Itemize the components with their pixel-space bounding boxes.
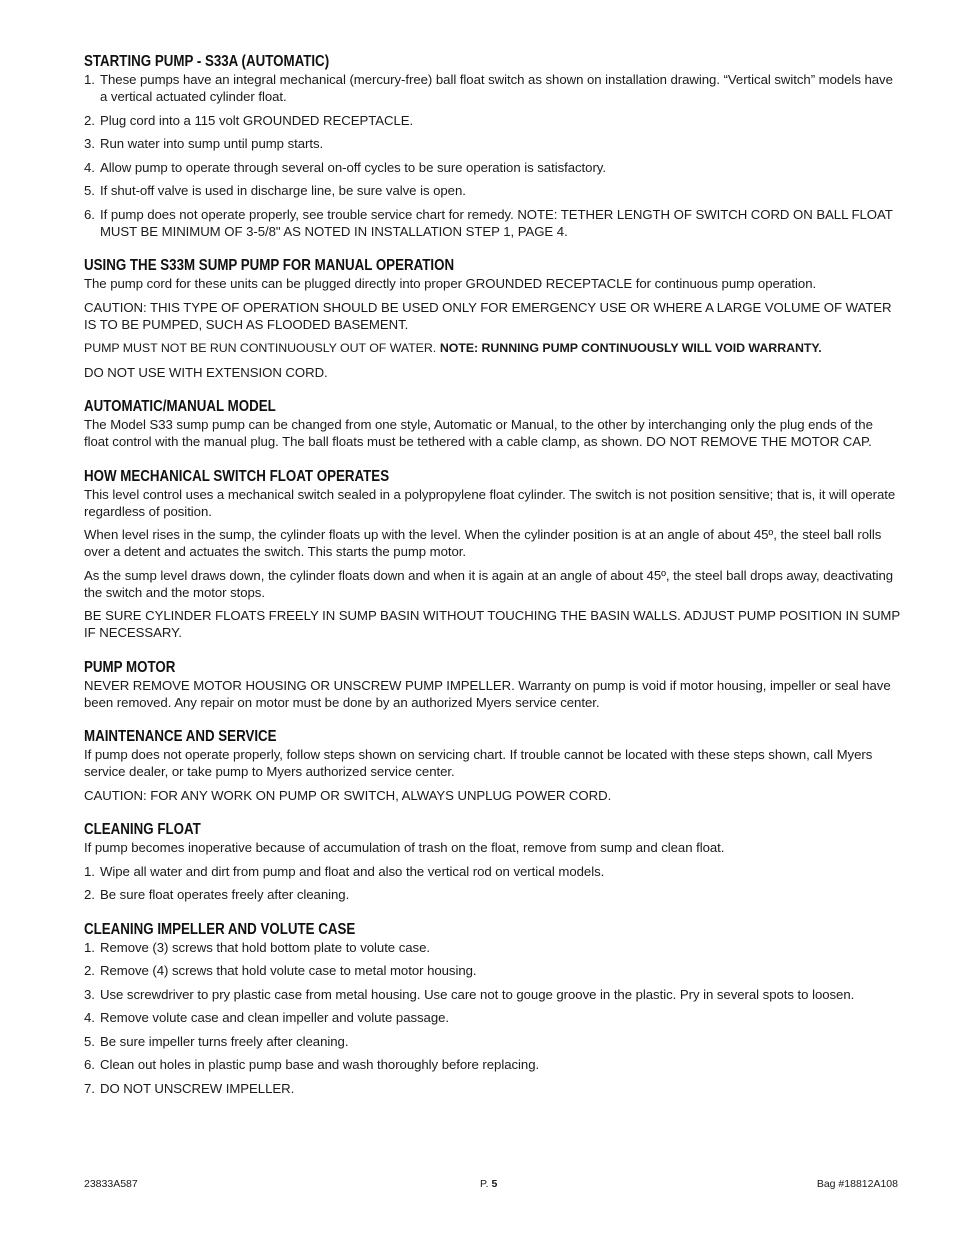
section-heading: USING THE S33M SUMP PUMP FOR MANUAL OPERATION: [84, 257, 455, 274]
paragraph: If pump does not operate properly, follow steps shown on servicing chart. If trouble cannot be located with these steps shown, call Myers service dealer, or take pump to Myers authorized service center.: [84, 747, 873, 779]
section-heading: STARTING PUMP - S33A (AUTOMATIC): [84, 53, 330, 70]
section-heading: HOW MECHANICAL SWITCH FLOAT OPERATES: [84, 467, 390, 485]
list-number: 1.: [84, 72, 95, 87]
section-heading: AUTOMATIC/MANUAL MODEL: [84, 398, 276, 415]
page-number-label: [480, 1177, 497, 1191]
list-item: [84, 1056, 900, 1073]
list-text: These pumps have an integral mechanical (mercury-free) ball float switch as shown on installation drawing. “Vertical switch” models have a vertical actuated cylinder float.: [100, 72, 893, 104]
warning-paragraph: [84, 339, 900, 357]
list-item: [84, 986, 900, 1003]
section-heading: CLEANING FLOAT: [84, 821, 201, 838]
list-number: 2.: [84, 887, 95, 902]
list-number: 1.: [84, 863, 95, 879]
list-text: If shut-off valve is used in discharge line, be sure valve is open.: [100, 183, 466, 198]
list-item: [84, 1080, 900, 1097]
list-item: [84, 135, 900, 152]
list-text: Be sure float operates freely after cleaning.: [100, 887, 350, 902]
list-number: 3.: [84, 986, 95, 1002]
paragraph: The Model S33 sump pump can be changed from one style, Automatic or Manual, to the other by interchanging only the plug ends of the float control with the manual plug. The ball floats must be tethered with a cable clamp, as shown. DO NOT REMOVE THE MOTOR CAP.: [84, 417, 873, 449]
section-starting-pump: [84, 52, 900, 240]
paragraph: When level rises in the sump, the cylinder floats up with the level. When the cylinder position is at an angle of about 45º, the steel ball rolls over a detent and actuates the switch. This starts the pump motor.: [84, 527, 882, 559]
list-item: [84, 1009, 900, 1026]
paragraph: CAUTION: FOR ANY WORK ON PUMP OR SWITCH, ALWAYS UNPLUG POWER CORD.: [84, 787, 612, 803]
list-text: Remove (4) screws that hold volute case to metal motor housing.: [100, 963, 477, 978]
page-number: 5: [491, 1178, 498, 1190]
list-number: 1.: [84, 939, 95, 955]
paragraph: If pump becomes inoperative because of accumulation of trash on the float, remove from sump and clean float.: [84, 840, 725, 855]
list-number: 3.: [84, 136, 95, 151]
list-number: 5.: [84, 1033, 95, 1049]
list-text: Be sure impeller turns freely after cleaning.: [100, 1033, 349, 1049]
list-text: Remove volute case and clean impeller and volute passage.: [100, 1010, 450, 1025]
section-heading: CLEANING IMPELLER AND VOLUTE CASE: [84, 920, 356, 938]
list-item: [84, 112, 900, 129]
list-text: Allow pump to operate through several on-off cycles to be sure operation is satisfactory.: [100, 159, 606, 175]
bag-number: Bag #18812A108: [816, 1178, 898, 1190]
list-item: [84, 1033, 900, 1050]
list-text: If pump does not operate properly, see trouble service chart for remedy. NOTE: TETHER LENGTH OF SWITCH CORD ON BALL FLOAT MUST BE MINIMUM OF 3-5/8" AS NOTED IN INSTALLATION STEP 1, PAGE 4.: [100, 206, 893, 239]
paragraph: BE SURE CYLINDER FLOATS FREELY IN SUMP BASIN WITHOUT TOUCHING THE BASIN WALLS. ADJUST PUMP POSITION IN SUMP IF NECESSARY.: [84, 608, 900, 640]
list-number: 2.: [84, 963, 95, 978]
list-number: 6.: [84, 206, 95, 222]
document-body: [84, 52, 900, 1103]
document-number: 23833A587: [84, 1178, 138, 1190]
paragraph: NEVER REMOVE MOTOR HOUSING OR UNSCREW PUMP IMPELLER. Warranty on pump is void if motor housing, impeller or seal have been removed. Any repair on motor must be done by an authorized Myers service center.: [84, 677, 891, 710]
section-maintenance: [84, 727, 900, 804]
list-item: [84, 863, 900, 880]
warranty-note: NOTE: RUNNING PUMP CONTINUOUSLY WILL VOID WARRANTY.: [439, 341, 822, 355]
list-item: [84, 159, 900, 176]
section-pump-motor: [84, 658, 900, 711]
list-text: Wipe all water and dirt from pump and float and also the vertical rod on vertical models.: [100, 863, 605, 879]
list-item: [84, 71, 900, 105]
list-number: 5.: [84, 183, 95, 198]
section-cleaning-float: [84, 820, 900, 903]
list-text: Run water into sump until pump starts.: [100, 136, 324, 151]
list-number: 6.: [84, 1057, 95, 1072]
paragraph: This level control uses a mechanical switch sealed in a polypropylene float cylinder. The switch is not position sensitive; that is, it will operate regardless of position.: [84, 486, 896, 519]
paragraph: The pump cord for these units can be plugged directly into proper GROUNDED RECEPTACLE for continuous pump operation.: [84, 276, 817, 291]
section-manual-operation: [84, 256, 900, 381]
section-cleaning-impeller: [84, 920, 900, 1097]
section-switch-float: [84, 467, 900, 642]
warning-text: PUMP MUST NOT BE RUN CONTINUOUSLY OUT OF WATER.: [84, 341, 437, 355]
list-number: 4.: [84, 1010, 95, 1025]
list-item: [84, 939, 900, 956]
list-item: [84, 886, 900, 903]
paragraph: CAUTION: THIS TYPE OF OPERATION SHOULD BE USED ONLY FOR EMERGENCY USE OR WHERE A LARGE VOLUME OF WATER IS TO BE PUMPED, SUCH AS FLOODED BASEMENT.: [84, 299, 892, 332]
list-number: 4.: [84, 159, 95, 175]
section-automatic-manual-model: [84, 397, 900, 450]
list-item: [84, 182, 900, 199]
paragraph: DO NOT USE WITH EXTENSION CORD.: [84, 364, 328, 380]
section-heading: MAINTENANCE AND SERVICE: [84, 728, 277, 745]
list-text: DO NOT UNSCREW IMPELLER.: [100, 1080, 295, 1096]
list-item: [84, 206, 900, 240]
list-text: Plug cord into a 115 volt GROUNDED RECEPTACLE.: [100, 112, 414, 128]
list-text: Use screwdriver to pry plastic case from metal housing. Use care not to gouge groove in the plastic. Pry in several spots to loosen.: [100, 986, 855, 1002]
list-number: 2.: [84, 112, 95, 128]
section-heading: PUMP MOTOR: [84, 658, 176, 676]
list-text: Clean out holes in plastic pump base and wash thoroughly before replacing.: [100, 1057, 540, 1072]
page-prefix: P.: [480, 1178, 489, 1190]
list-text: Remove (3) screws that hold bottom plate to volute case.: [100, 939, 430, 955]
list-item: [84, 962, 900, 979]
list-number: 7.: [84, 1080, 95, 1096]
paragraph: As the sump level draws down, the cylinder floats down and when it is again at an angle of about 45º, the steel ball drops away, deactivating the switch and the motor stops.: [84, 567, 894, 600]
